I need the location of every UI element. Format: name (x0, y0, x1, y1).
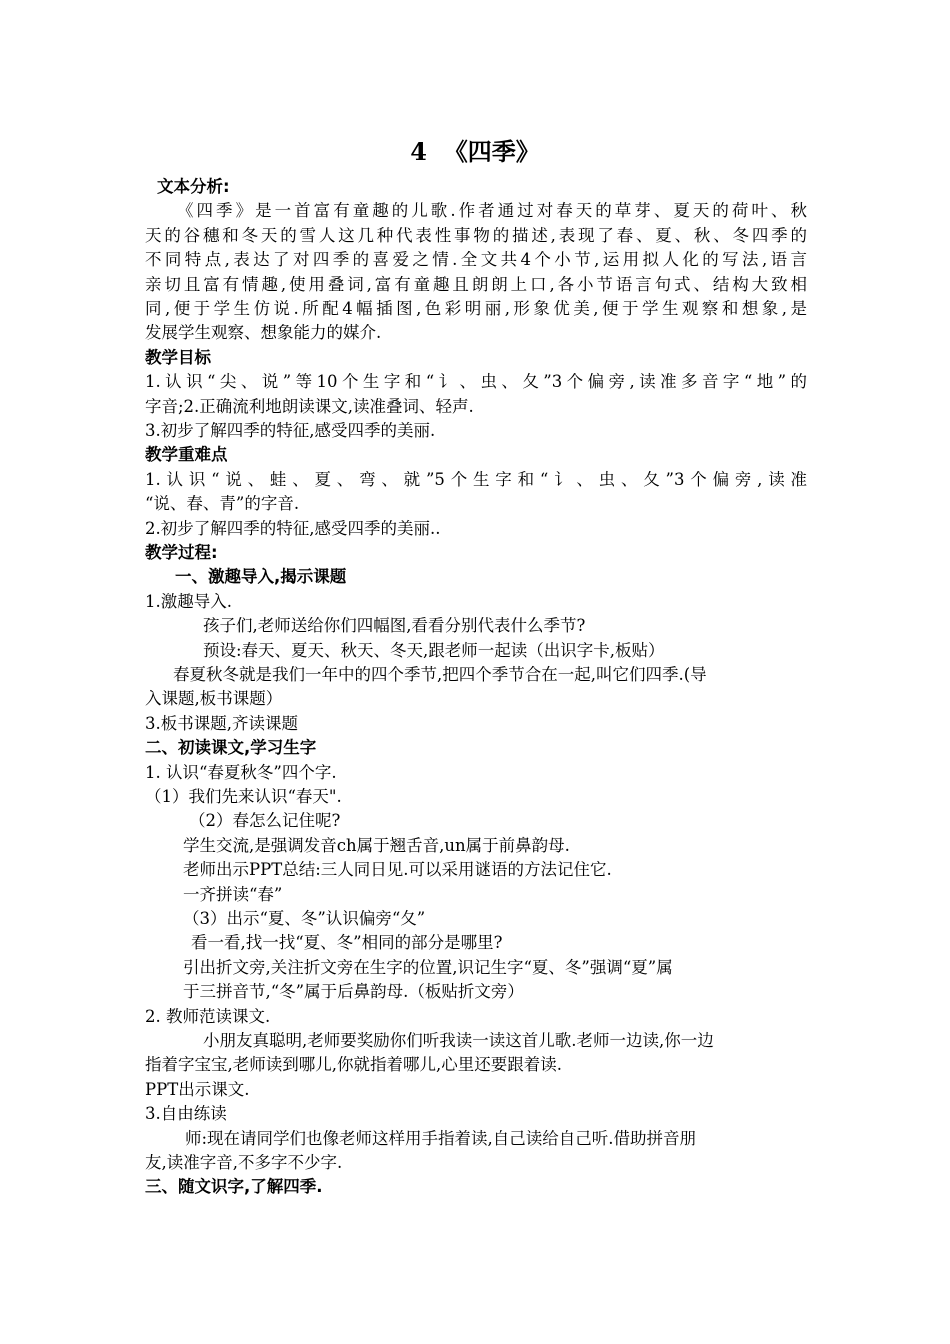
text-line: 入课题,板书课题） (145, 689, 283, 709)
text-line: 发展学生观察、想象能力的媒介. (145, 323, 382, 343)
document-title: 4 《四季》 (410, 137, 540, 166)
section-heading: 教学重难点 (145, 445, 228, 465)
section-heading: 教学目标 (145, 347, 211, 367)
text-line: “说、春、青”的字音. (145, 494, 300, 514)
text-line: 3.自由练读 (145, 1104, 227, 1124)
text-line: 字音;2.正确流利地朗读课文,读准叠词、轻声. (145, 396, 474, 416)
text-line: 于三拼音节,“冬”属于后鼻韵母.（板贴折文旁） (183, 982, 524, 1002)
text-line: 天的谷穗和冬天的雪人这几种代表性事物的描述,表现了春、夏、秋、冬四季的 (145, 225, 807, 245)
text-line: 2. 教师范读课文. (145, 1006, 271, 1026)
text-line: （1）我们先来认识“春天". (145, 787, 342, 806)
text-line: 指着字宝宝,老师读到哪儿,你就指着哪儿,心里还要跟着读. (145, 1055, 562, 1075)
text-line: 学生交流,是强调发音ch属于翘舌音,un属于前鼻韵母. (183, 835, 570, 855)
text-line: 1.认识“尖、说”等10个生字和“讠、虫、夂”3个偏旁,读准多音字“地”的 (145, 372, 807, 392)
text-line: 亲切且富有情趣,使用叠词,富有童趣且朗朗上口,各小节语言句式、结构大致相 (145, 274, 807, 294)
text-line: 友,读准字音,不多字不少字. (145, 1153, 343, 1172)
section-heading: 二、初读课文,学习生字 (145, 738, 317, 758)
text-line: （2）春怎么记住呢? (189, 811, 341, 831)
text-line: （3）出示“夏、冬”认识偏旁“夂” (183, 909, 426, 928)
text-line: 小朋友真聪明,老师要奖励你们听我读一读这首儿歌.老师一边读,你一边 (203, 1031, 714, 1050)
text-line: 3.板书课题,齐读课题 (145, 713, 298, 733)
text-line: 孩子们,老师送给你们四幅图,看看分别代表什么季节? (203, 616, 586, 636)
text-line: 一齐拼读“春” (183, 884, 283, 904)
text-line: 看一看,找一找“夏、冬”相同的部分是哪里? (191, 933, 503, 953)
section-heading: 三、随文识字,了解四季. (145, 1177, 323, 1197)
text-line: 不同特点,表达了对四季的喜爱之情.全文共4个小节,运用拟人化的写法,语言 (145, 250, 807, 270)
text-line: 同,便于学生仿说.所配4幅插图,色彩明丽,形象优美,便于学生观察和想象,是 (145, 299, 807, 318)
text-line: 《四季》是一首富有童趣的儿歌.作者通过对春天的草芽、夏天的荷叶、秋 (177, 201, 807, 221)
text-line: 老师出示PPT总结:三人同日见.可以采用谜语的方法记住它. (183, 860, 612, 880)
section-heading: 教学过程: (145, 543, 218, 562)
text-line: 1.激趣导入. (145, 591, 232, 611)
text-line: 3.初步了解四季的特征,感受四季的美丽. (145, 421, 436, 440)
text-line: PPT出示课文. (145, 1079, 250, 1099)
text-line: 引出折文旁,关注折文旁在生字的位置,识记生字“夏、冬”强调“夏”属 (183, 957, 673, 977)
text-line: 1. 认识“春夏秋冬”四个字. (145, 762, 337, 782)
section-heading: 文本分析: (157, 177, 230, 196)
text-line: 春夏秋冬就是我们一年中的四个季节,把四个季节合在一起,叫它们四季.(导 (173, 665, 707, 684)
section-heading: 一、激趣导入,揭示课题 (175, 567, 347, 587)
text-line: 师:现在请同学们也像老师这样用手指着读,自己读给自己听.借助拼音朋 (185, 1128, 697, 1148)
text-line: 1.认识“说、蛙、夏、弯、就”5个生字和“讠、虫、夂”3个偏旁,读准 (145, 469, 807, 489)
text-line: 2.初步了解四季的特征,感受四季的美丽.. (145, 518, 441, 538)
text-line: 预设:春天、夏天、秋天、冬天,跟老师一起读（出识字卡,板贴） (203, 640, 665, 660)
